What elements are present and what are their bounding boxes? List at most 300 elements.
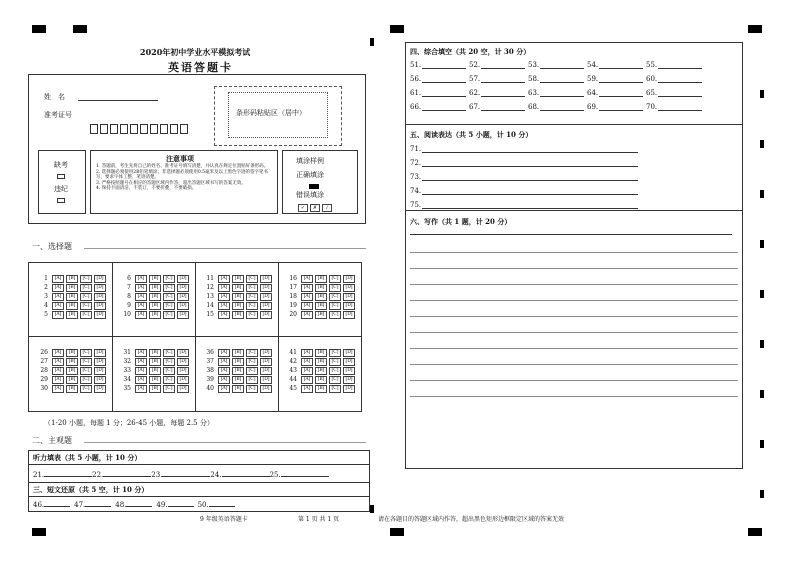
answer-option-bubble[interactable]: [B] [66,367,78,375]
choice-question-row [202,357,272,366]
comprehensive-heading: 四、综合填空（共 20 空，计 30 分） [410,47,531,56]
answer-option-bubble[interactable]: [B] [232,302,244,310]
answer-blank[interactable] [422,82,466,83]
answer-option-bubble[interactable]: [B] [315,376,327,384]
answer-option-bubble[interactable]: [C] [329,284,341,292]
answer-option-bubble[interactable]: [B] [66,311,78,319]
answer-number: 60. [646,75,658,83]
id-digit-box[interactable] [110,124,118,134]
answer-option-bubble[interactable]: [B] [315,385,327,393]
answer-option-bubble[interactable]: [C] [163,376,175,384]
registration-mark [32,528,46,536]
answer-option-bubble[interactable]: [C] [163,367,175,375]
question-number: 42 [289,358,297,365]
answer-option-bubble[interactable]: [A] [218,293,230,301]
answer-option-bubble[interactable]: [D] [94,275,106,283]
cloze-rule [28,496,370,497]
answer-option-bubble[interactable]: [D] [343,293,355,301]
answer-option-bubble[interactable]: [B] [232,376,244,384]
choice-question-row [285,375,355,384]
answer-option-bubble[interactable]: [C] [163,349,175,357]
answer-option-bubble[interactable]: [C] [80,275,92,283]
answer-option-bubble[interactable]: [A] [218,302,230,310]
answer-option-bubble[interactable]: [D] [260,293,272,301]
answer-blank[interactable] [168,500,194,507]
answer-option-bubble[interactable]: [B] [149,284,161,292]
answer-option-bubble[interactable]: [A] [218,376,230,384]
answer-blank[interactable] [44,500,70,507]
answer-option-bubble[interactable]: [B] [232,385,244,393]
choice-question-row [202,274,272,283]
answer-option-bubble[interactable]: [B] [149,302,161,310]
answer-option-bubble[interactable]: [B] [315,284,327,292]
choice-question-row [36,310,106,319]
answer-option-bubble[interactable]: [D] [260,376,272,384]
answer-option-bubble[interactable]: [B] [315,302,327,310]
choice-question-row [202,384,272,393]
answer-option-bubble[interactable]: [A] [301,349,313,357]
answer-option-bubble[interactable]: [B] [149,367,161,375]
answer-option-bubble[interactable]: [D] [260,367,272,375]
answer-blank[interactable] [209,500,235,507]
choice-question-row [285,348,355,357]
writing-heading: 六、写作（共 1 题，计 20 分） [410,217,512,226]
answer-option-bubble[interactable]: [C] [246,358,258,366]
writing-line[interactable] [410,316,738,317]
answer-number: 24. [210,471,222,479]
answer-option-bubble[interactable]: [C] [80,311,92,319]
answer-option-bubble[interactable]: [A] [135,293,147,301]
choice-question-row [36,292,106,301]
answer-option-bubble[interactable]: [D] [94,376,106,384]
answer-option-bubble[interactable]: [B] [315,311,327,319]
violation-label: 违纪 [54,185,68,193]
answer-option-bubble[interactable]: [B] [315,367,327,375]
id-digit-box[interactable] [150,124,158,134]
note-item: 1. 答题前，考生先将自己的姓名、准考证号填写清楚，并认真在规定位置贴好条形码。 [96,164,269,169]
answer-option-bubble[interactable]: [D] [177,358,189,366]
answer-blank[interactable] [126,500,152,507]
answer-option-bubble[interactable]: [D] [343,385,355,393]
answer-blank[interactable] [481,110,525,111]
answer-option-bubble[interactable]: [C] [246,293,258,301]
writing-line[interactable] [410,396,738,397]
answer-option-bubble[interactable]: [B] [149,293,161,301]
answer-option-bubble[interactable]: [D] [343,376,355,384]
cloze-divider [28,482,370,483]
answer-option-bubble[interactable]: [D] [343,275,355,283]
answer-option-bubble[interactable]: [C] [80,385,92,393]
answer-option-bubble[interactable]: [A] [218,349,230,357]
answer-blank[interactable] [162,470,210,477]
answer-option-bubble[interactable]: [C] [246,349,258,357]
answer-option-bubble[interactable]: [B] [232,311,244,319]
choice-question-row [285,384,355,393]
answer-option-bubble[interactable]: [C] [329,376,341,384]
choice-question-row [119,366,189,375]
answer-option-bubble[interactable]: [A] [135,284,147,292]
footer-page: 第 1 页 共 1 页 [298,516,340,523]
answer-option-bubble[interactable]: [A] [135,376,147,384]
answer-option-bubble[interactable]: [C] [329,302,341,310]
answer-option-bubble[interactable]: [D] [260,275,272,283]
note-item: 4. 保持卡面清洁，不装订，不要折叠，不要破损。 [96,186,197,192]
writing-line[interactable] [410,252,738,253]
registration-mark [73,25,87,33]
answer-option-bubble[interactable]: [C] [163,293,175,301]
answer-option-bubble[interactable]: [A] [218,367,230,375]
answer-option-bubble[interactable]: [D] [177,385,189,393]
answer-option-bubble[interactable]: [D] [94,367,106,375]
answer-option-bubble[interactable]: [A] [218,385,230,393]
writing-title-rule[interactable] [410,234,732,235]
id-digit-box[interactable] [130,124,138,134]
answer-number: 47. [74,501,86,509]
answer-number: 55. [646,61,658,69]
question-number: 8 [127,293,131,300]
answer-option-bubble[interactable]: [A] [135,358,147,366]
answer-option-bubble[interactable]: [B] [232,275,244,283]
choice-question-row [285,301,355,310]
answer-blank[interactable] [44,470,92,477]
answer-option-bubble[interactable]: [D] [177,376,189,384]
id-digit-box[interactable] [90,124,98,134]
side-mark [760,440,764,448]
answer-option-bubble[interactable]: [B] [66,302,78,310]
writing-line[interactable] [410,268,738,269]
wrong-fill-slash-icon: / [322,204,332,212]
answer-option-bubble[interactable]: [C] [80,302,92,310]
correct-fill-example [309,184,319,189]
listening-answers [33,470,329,479]
answer-option-bubble[interactable]: [A] [52,293,64,301]
answer-option-bubble[interactable]: [A] [135,275,147,283]
answer-option-bubble[interactable]: [A] [301,302,313,310]
answer-option-bubble[interactable]: [B] [149,311,161,319]
answer-option-bubble[interactable]: [D] [260,385,272,393]
writing-line[interactable] [410,364,738,365]
answer-option-bubble[interactable]: [D] [94,311,106,319]
answer-blank[interactable] [422,96,466,97]
answer-blank[interactable] [481,82,525,83]
answer-option-bubble[interactable]: [D] [94,385,106,393]
answer-option-bubble[interactable]: [A] [135,349,147,357]
answer-option-bubble[interactable]: [B] [149,275,161,283]
answer-option-bubble[interactable]: [C] [163,284,175,292]
answer-option-bubble[interactable]: [B] [66,385,78,393]
answer-blank[interactable] [658,110,702,111]
question-number: 13 [206,293,214,300]
answer-option-bubble[interactable]: [D] [343,311,355,319]
answer-number: 53. [528,61,540,69]
answer-blank[interactable] [422,110,466,111]
answer-option-bubble[interactable]: [A] [52,376,64,384]
choice-question-row [202,310,272,319]
answer-option-bubble[interactable]: [A] [218,358,230,366]
answer-option-bubble[interactable]: [C] [246,275,258,283]
question-number: 5 [44,311,48,318]
writing-line[interactable] [410,284,738,285]
choice-question-row [36,283,106,292]
choice-question-row [285,366,355,375]
answer-option-bubble[interactable]: [B] [232,367,244,375]
answer-option-bubble[interactable]: [A] [301,284,313,292]
side-mark [760,390,764,398]
answer-option-bubble[interactable]: [D] [94,358,106,366]
answer-option-bubble[interactable]: [A] [301,275,313,283]
question-number: 44 [289,376,297,383]
answer-option-bubble[interactable]: [A] [52,311,64,319]
answer-blank[interactable] [422,152,638,153]
answer-option-bubble[interactable]: [D] [94,293,106,301]
side-mark [760,240,764,248]
answer-option-bubble[interactable]: [D] [260,284,272,292]
answer-option-bubble[interactable]: [A] [52,385,64,393]
id-digit-box[interactable] [160,124,168,134]
answer-option-bubble[interactable]: [A] [52,275,64,283]
answer-option-bubble[interactable]: [A] [301,293,313,301]
answer-option-bubble[interactable]: [B] [149,376,161,384]
answer-option-bubble[interactable]: [D] [177,293,189,301]
answer-blank[interactable] [422,180,638,181]
answer-option-bubble[interactable]: [D] [177,349,189,357]
answer-blank[interactable] [599,68,643,69]
side-mark [760,490,764,498]
id-digit-box[interactable] [100,124,108,134]
answer-option-bubble[interactable]: [B] [232,349,244,357]
question-number: 32 [123,358,131,365]
answer-option-bubble[interactable]: [C] [163,302,175,310]
answer-option-bubble[interactable]: [D] [177,302,189,310]
barcode-label: 条形码粘贴区（居中） [236,109,306,117]
answer-option-bubble[interactable]: [D] [343,284,355,292]
choice-question-row [285,274,355,283]
answer-option-bubble[interactable]: [D] [177,275,189,283]
answer-blank[interactable] [281,470,329,477]
answer-option-bubble[interactable]: [D] [94,349,106,357]
answer-option-bubble[interactable]: [C] [80,358,92,366]
answer-number: 56. [410,75,422,83]
answer-option-bubble[interactable]: [D] [260,311,272,319]
answer-option-bubble[interactable]: [A] [52,349,64,357]
answer-option-bubble[interactable]: [B] [232,284,244,292]
answer-number: 75. [410,201,422,209]
answer-option-bubble[interactable]: [A] [52,358,64,366]
question-number: 34 [123,376,131,383]
answer-blank[interactable] [658,82,702,83]
question-number: 11 [206,275,214,282]
notes-title: 注意事项 [166,154,194,163]
fill-sample-wrong: 错误填涂 [296,191,324,199]
footer-left: 9 年级英语答题卡 [200,516,248,523]
answer-option-bubble[interactable]: [B] [232,293,244,301]
answer-option-bubble[interactable]: [C] [80,349,92,357]
answer-blank[interactable] [658,68,702,69]
answer-option-bubble[interactable]: [C] [246,302,258,310]
answer-blank[interactable] [222,470,270,477]
answer-option-bubble[interactable]: [D] [94,302,106,310]
answer-option-bubble[interactable]: [C] [329,275,341,283]
answer-blank[interactable] [422,194,638,195]
section-subjective-rule [84,442,366,443]
answer-option-bubble[interactable]: [B] [66,349,78,357]
answer-option-bubble[interactable]: [A] [301,367,313,375]
answer-option-bubble[interactable]: [D] [177,284,189,292]
answer-option-bubble[interactable]: [C] [246,385,258,393]
answer-option-bubble[interactable]: [B] [315,358,327,366]
id-digit-box[interactable] [180,124,188,134]
answer-option-bubble[interactable]: [B] [149,385,161,393]
answer-option-bubble[interactable]: [A] [135,311,147,319]
answer-option-bubble[interactable]: [A] [301,385,313,393]
question-number: 38 [206,367,214,374]
answer-option-bubble[interactable]: [B] [315,293,327,301]
id-digit-box[interactable] [120,124,128,134]
answer-option-bubble[interactable]: [C] [163,311,175,319]
question-number: 28 [40,367,48,374]
question-number: 35 [123,385,131,392]
answer-option-bubble[interactable]: [B] [66,275,78,283]
answer-option-bubble[interactable]: [C] [246,311,258,319]
answer-option-bubble[interactable]: [A] [52,367,64,375]
answer-option-bubble[interactable]: [C] [80,376,92,384]
answer-option-bubble[interactable]: [C] [80,367,92,375]
answer-option-bubble[interactable]: [D] [177,367,189,375]
answer-option-bubble[interactable]: [C] [329,293,341,301]
name-label: 姓 名 [44,93,65,101]
answer-blank[interactable] [599,96,643,97]
answer-number: 72. [410,159,422,167]
answer-blank[interactable] [540,82,584,83]
answer-option-bubble[interactable]: [D] [343,349,355,357]
answer-blank[interactable] [540,110,584,111]
name-field[interactable] [78,100,158,101]
choice-question-row [36,348,106,357]
answer-option-bubble[interactable]: [B] [315,349,327,357]
answer-option-bubble[interactable]: [B] [149,358,161,366]
answer-blank[interactable] [422,68,466,69]
question-number: 36 [206,349,214,356]
answer-option-bubble[interactable]: [C] [329,311,341,319]
id-digit-box[interactable] [170,124,178,134]
question-number: 39 [206,376,214,383]
choice-question-row [119,357,189,366]
answer-option-bubble[interactable]: [C] [329,349,341,357]
answer-option-bubble[interactable]: [B] [66,358,78,366]
answer-option-bubble[interactable]: [C] [163,358,175,366]
answer-option-bubble[interactable]: [D] [343,302,355,310]
answer-blank[interactable] [85,500,111,507]
answer-option-bubble[interactable]: [A] [52,284,64,292]
answer-blank[interactable] [599,110,643,111]
answer-option-bubble[interactable]: [C] [163,385,175,393]
writing-line[interactable] [410,380,738,381]
right-answer-area [405,42,743,469]
answer-option-bubble[interactable]: [C] [246,367,258,375]
answer-option-bubble[interactable]: [B] [66,376,78,384]
answer-option-bubble[interactable]: [C] [329,385,341,393]
answer-number: 73. [410,173,422,181]
registration-mark [32,25,46,33]
answer-option-bubble[interactable]: [A] [218,311,230,319]
answer-blank[interactable] [422,166,638,167]
question-number: 7 [127,284,131,291]
answer-option-bubble[interactable]: [A] [135,367,147,375]
answer-option-bubble[interactable]: [D] [260,302,272,310]
answer-option-bubble[interactable]: [C] [80,284,92,292]
choice-grid-divider [28,336,362,337]
section-choice-heading: 一、选择题 [32,242,72,251]
wrong-fill-examples [296,204,332,212]
answer-option-bubble[interactable]: [A] [135,385,147,393]
answer-option-bubble[interactable]: [C] [246,284,258,292]
answer-number: 22. [92,471,104,479]
answer-option-bubble[interactable]: [D] [94,284,106,292]
answer-blank[interactable] [540,68,584,69]
answer-option-bubble[interactable]: [B] [66,293,78,301]
writing-line[interactable] [410,348,738,349]
absent-checkbox[interactable] [57,174,65,179]
answer-blank[interactable] [599,82,643,83]
answer-option-bubble[interactable]: [C] [163,275,175,283]
question-number: 30 [40,385,48,392]
writing-line[interactable] [410,332,738,333]
answer-option-bubble[interactable]: [C] [246,376,258,384]
answer-option-bubble[interactable]: [A] [301,358,313,366]
answer-number: 58. [528,75,540,83]
side-mark [760,340,764,348]
answer-blank[interactable] [658,96,702,97]
answer-option-bubble[interactable]: [C] [329,358,341,366]
violation-checkbox[interactable] [57,198,65,203]
answer-option-bubble[interactable]: [D] [177,311,189,319]
answer-option-bubble[interactable]: [D] [343,358,355,366]
choice-question-row [202,292,272,301]
reading-end-rule [405,210,743,211]
choice-question-row [119,384,189,393]
answer-blank[interactable] [540,96,584,97]
writing-line[interactable] [410,300,738,301]
id-digit-box[interactable] [140,124,148,134]
question-number: 20 [289,311,297,318]
answer-option-bubble[interactable]: [A] [218,275,230,283]
answer-option-bubble[interactable]: [A] [218,284,230,292]
choice-question-row [119,292,189,301]
answer-option-bubble[interactable]: [A] [52,302,64,310]
answer-option-bubble[interactable]: [B] [149,349,161,357]
choice-question-row [202,366,272,375]
answer-blank[interactable] [481,96,525,97]
side-mark [370,505,374,513]
fill-sample-correct: 正确填涂 [296,171,324,179]
answer-option-bubble[interactable]: [A] [301,376,313,384]
answer-option-bubble[interactable]: [B] [66,284,78,292]
answer-blank[interactable] [103,470,151,477]
answer-option-bubble[interactable]: [B] [315,275,327,283]
answer-option-bubble[interactable]: [A] [301,311,313,319]
answer-option-bubble[interactable]: [D] [260,358,272,366]
answer-option-bubble[interactable]: [D] [260,349,272,357]
answer-option-bubble[interactable]: [C] [80,293,92,301]
registration-mark [748,25,762,33]
choice-question-row [36,384,106,393]
answer-option-bubble[interactable]: [D] [343,367,355,375]
answer-blank[interactable] [481,68,525,69]
answer-blank[interactable] [422,208,638,209]
answer-option-bubble[interactable]: [A] [135,302,147,310]
answer-option-bubble[interactable]: [C] [329,367,341,375]
answer-option-bubble[interactable]: [B] [232,358,244,366]
